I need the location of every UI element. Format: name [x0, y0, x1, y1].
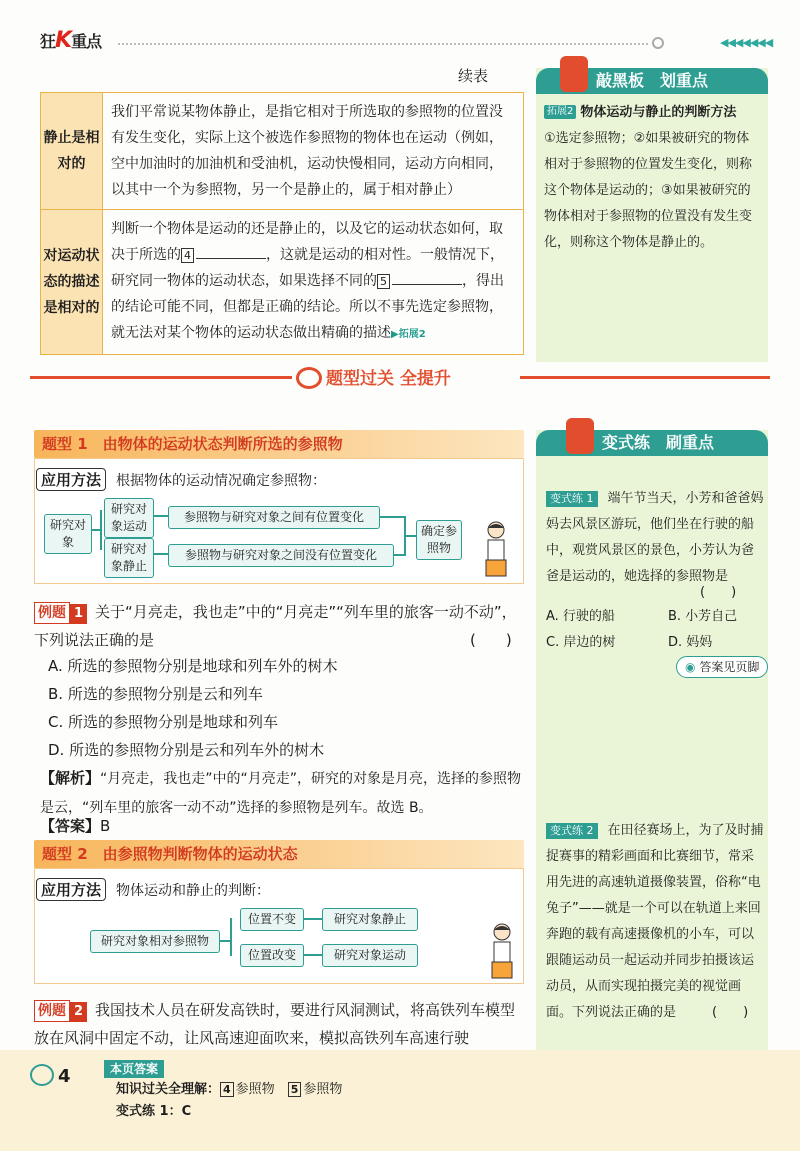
flow-arrow [154, 553, 168, 555]
answer-label: 【答案】 [40, 817, 101, 835]
flow-node-b1: 位置改变 [240, 944, 304, 967]
blackboard-title: 敲黑板 划重点 [536, 68, 768, 94]
section-divider-right [520, 376, 770, 379]
page-answers-label: 本页答案 [104, 1060, 164, 1078]
section-title [296, 364, 451, 389]
flow-node-b1: 研究对象静止 [104, 538, 154, 578]
question-type-1-title: 题型 1 由物体的运动状态判断所选的参照物 [34, 430, 524, 458]
blackboard-heading: 物体运动与静止的判断方法 [580, 105, 737, 120]
option-a[interactable]: A. 行驶的船 [546, 609, 615, 624]
option-c[interactable]: C. 岸边的树 [546, 635, 616, 650]
thinking-person-icon [486, 922, 518, 980]
option-d[interactable]: D. 所选的参照物分别是云和列车外的树木 [48, 741, 325, 759]
example-number: 1 [70, 604, 87, 624]
row-content: 我们平常说某物体静止，是指它相对于所选取的参照物的位置没有发生变化，实际上这个被选作参照物的物体也在运动（例如，空中加油时的加油机和受油机，运动快慢相同，运动方向相同，以其中一个为参照物，另一个是静止的，属于相对静止） [103, 93, 524, 210]
option-b[interactable]: B. 所选的参照物分别是云和列车 [48, 685, 263, 703]
blank-number: 5 [288, 1082, 302, 1097]
blackboard-text: ①选定参照物；②如果被研究的物体相对于参照物的位置发生变化，则称这个物体是运动的；③如果被研究的物体相对于参照物的位置没有发生变化，则称这个物体是静止的。 [544, 131, 753, 250]
variant-title: 变式练 刷重点 [536, 430, 768, 456]
header-circle-icon [652, 37, 664, 49]
series-logo [40, 28, 101, 53]
option-a[interactable]: A. 所选的参照物分别是地球和列车外的树木 [48, 657, 338, 675]
answer-parens[interactable]: ( ) [470, 631, 512, 649]
answer-5: 参照物 [303, 1082, 343, 1097]
example-tag: 例题 [34, 602, 70, 624]
answer-line-1 [116, 1080, 342, 1100]
variant-tag: 变式练 1 [546, 491, 598, 507]
option-d[interactable]: D. 妈妈 [668, 635, 713, 650]
blank-number: 4 [220, 1082, 234, 1097]
example-stem: 关于“月亮走，我也走”中的“月亮走”“列车里的旅客一动不动”，下列说法正确的是 [34, 603, 517, 649]
variant-stem: 在田径赛场上，为了及时捕捉赛事的精彩画面和比赛细节，常采用先进的高速轨道摄像装置，俗称“电兔子”——就是一个可以在轨道上来回奔跑的载有高速摄像机的小车，可以跟随运动员一起运动并同步拍摄该运动员，从而实现拍摄完美的视觉画面。下列说法正确的是 [546, 823, 764, 1020]
flow-arrow [304, 918, 322, 920]
answer-parens[interactable]: ( ) [700, 585, 737, 600]
option-b[interactable]: B. 小芳自己 [668, 609, 738, 624]
header-arrows-icon: ◀◀◀◀◀◀◀ [720, 36, 773, 49]
blackboard-body [544, 100, 762, 256]
thinking-person-icon [480, 520, 512, 578]
row-heading: 对运动状态的描述是相对的 [41, 210, 103, 355]
flow-connector [230, 918, 232, 956]
row-text-a: 判断一个物体是运动的还是静止的，以及它的运动状态如何，取决于所选的 [111, 221, 503, 263]
section-divider-left [30, 376, 292, 379]
section-title-text: 题型过关 全提升 [326, 369, 451, 389]
flow-arrow [154, 515, 168, 517]
continued-label: 续表 [458, 67, 489, 85]
flow-node-a2: 研究对象静止 [322, 908, 418, 931]
extension-tag: 拓展2 [544, 105, 576, 119]
method-text: 物体运动和静止的判断： [116, 883, 270, 899]
flow-node-b2: 研究对象运动 [322, 944, 418, 967]
question-type-2-title: 题型 2 由参照物判断物体的运动状态 [34, 840, 524, 868]
variant-2 [546, 818, 764, 1026]
example-tag: 例题 [34, 1000, 70, 1022]
analysis [40, 764, 524, 822]
answer-parens[interactable]: ( ) [712, 1005, 749, 1020]
flow-connector [380, 516, 406, 518]
header-dotted-line [118, 43, 648, 45]
analysis-label: 【解析】 [40, 769, 101, 787]
row-text-b: ，这就是运动的相对性。一般情况下，研究同一物体的运动状态，如果选择不同的 [111, 247, 504, 289]
blank-number: 4 [181, 248, 194, 263]
example-number: 2 [70, 1002, 87, 1022]
teacher-figure-icon [560, 56, 588, 92]
flow-node-b2: 参照物与研究对象之间没有位置变化 [168, 544, 394, 567]
method-label: 应用方法 [36, 878, 106, 901]
logo-suffix: 重点 [71, 32, 102, 51]
page-number-icon [30, 1064, 54, 1086]
row-content [103, 210, 524, 355]
flow-arrow [304, 954, 322, 956]
flow-node-a1: 研究对象运动 [104, 498, 154, 538]
table-row [41, 210, 524, 355]
lightbulb-icon: ◉ [685, 660, 696, 674]
flow-end: 确定参照物 [416, 520, 462, 560]
method-label: 应用方法 [36, 468, 106, 491]
answer-line-1-prefix: 知识过关全理解： [116, 1082, 221, 1097]
extension-link[interactable]: ▶拓展2 [391, 329, 426, 340]
option-c[interactable]: C. 所选的参照物分别是地球和列车 [48, 713, 279, 731]
flow-start: 研究对象相对参照物 [90, 930, 220, 953]
blank-number: 5 [377, 274, 390, 289]
example-stem: 我国技术人员在研发高铁时，要进行风洞测试，将高铁列车模型放在风洞中固定不动，让风高速迎面吹来，模拟高铁列车高速行驶 [34, 1001, 516, 1047]
variant-tag: 变式练 2 [546, 823, 598, 839]
knowledge-table [40, 92, 524, 355]
variant-1 [546, 486, 764, 590]
fill-blank[interactable] [392, 271, 462, 285]
method-text: 根据物体的运动情况确定参照物： [116, 473, 326, 489]
example-1 [34, 598, 524, 654]
example-2 [34, 996, 524, 1052]
logo-k: K [55, 28, 72, 53]
answer-footer-link[interactable] [676, 656, 768, 678]
variant-stem: 端午节当天，小芳和爸爸妈妈去风景区游玩，他们坐在行驶的船中，观赏风景区的景色，小芳认为爸爸是运动的，她选择的参照物是 [546, 491, 764, 584]
row-heading: 静止是相对的 [41, 93, 103, 210]
answer-4: 参照物 [235, 1082, 275, 1097]
flow-node-a1: 位置不变 [240, 908, 304, 931]
target-icon [296, 367, 322, 389]
answer-link-text: 答案见页脚 [699, 660, 760, 674]
fill-blank[interactable] [196, 245, 266, 259]
page-number: 4 [58, 1066, 71, 1087]
logo-prefix: 狂 [40, 32, 56, 51]
flow-connector [100, 510, 102, 550]
table-row [41, 93, 524, 210]
flow-node-a2: 参照物与研究对象之间有位置变化 [168, 506, 380, 529]
teacher-figure-icon [566, 418, 594, 454]
analysis-text: “月亮走，我也走”中的“月亮走”，研究的对象是月亮，选择的参照物是云，“列车里的旅客一动不动”选择的参照物是列车。故选 B。 [40, 771, 522, 816]
answer [40, 812, 110, 840]
answer-line-2: 变式练 1：C [116, 1104, 192, 1119]
flow-start: 研究对象 [44, 514, 92, 554]
answer-value: B [100, 817, 111, 835]
row-text-c: ，得出的结论可能不同，但都是正确的结论。所以不事先选定参照物，就无法对某个物体的运动状态做出精确的描述 [111, 273, 504, 341]
flow-arrow [404, 535, 416, 537]
